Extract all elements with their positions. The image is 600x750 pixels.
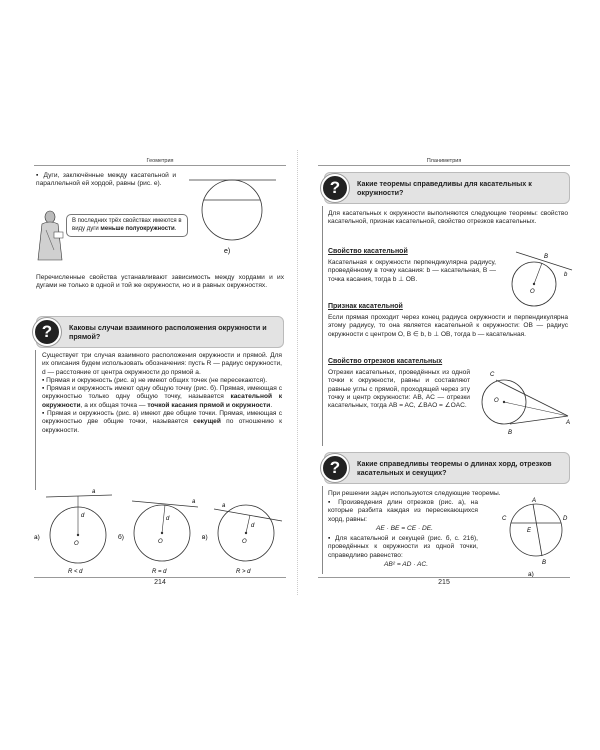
running-head: Геометрия — [34, 158, 286, 166]
svg-text:O: O — [494, 398, 499, 404]
svg-text:B: B — [544, 254, 549, 260]
figure-a-caption: R < d — [68, 569, 83, 575]
case-b: ▪ Прямая и окружность имеют одну общую точку (рис. б). Прямая, имеющая с окружностью только одну общую точку, называется касательной к окружности, а их общая точка — точкой касания прямой и окружности. — [42, 385, 283, 409]
svg-text:d: d — [166, 516, 170, 522]
svg-text:b: b — [564, 272, 568, 278]
bullet-icon: ▪ — [328, 535, 336, 542]
svg-text:a: a — [192, 499, 196, 505]
figure-a-label: а) — [34, 534, 40, 541]
figure-b — [118, 493, 202, 573]
para-enumerated: Перечисленные свойства устанавливают зависимость между хордами и их дугами не только в одной и той же окружности, но и в равных окружностях. — [36, 274, 284, 290]
fig-c-distance — [246, 515, 250, 533]
svg-text:C: C — [502, 516, 507, 522]
figure-c-caption: R > d — [236, 569, 251, 575]
left-page — [34, 158, 286, 586]
question-box-2 — [324, 452, 570, 484]
cases-text — [42, 352, 282, 435]
question-text: Каковы случаи взаимного расположения окружности и прямой? — [69, 323, 267, 341]
heading-tangent-property: Свойство касательной — [328, 248, 408, 255]
svg-text:C: C — [490, 372, 495, 378]
section-rule — [322, 486, 323, 574]
svg-text:E: E — [527, 528, 532, 534]
secant-text: ▪ Для касательной и секущей (рис. б, с. 216), проведённых к окружности из одной точки, справедливо равенство: — [328, 535, 479, 559]
figure-chords — [502, 496, 572, 576]
question-icon: ? — [321, 174, 349, 202]
question-text: Какие теоремы справедливы для касательных к окружности? — [357, 179, 532, 197]
heading-tangent-criterion: Признак касательной — [328, 303, 403, 310]
svg-text:a: a — [92, 489, 96, 495]
section-rule — [322, 206, 323, 446]
tangent-intro: Для касательных к окружности выполняются следующие теоремы: свойство касательной, признак касательной, свойство отрезков касательных. — [328, 210, 568, 226]
chords-text: ▪ Произведения длин отрезков (рис. а), на которые разбита каждая из пересекающихся хорд, равны: — [328, 499, 478, 523]
running-head: Планиметрия — [318, 158, 570, 166]
bullet-icon: ▪ — [42, 410, 48, 418]
svg-text:O: O — [74, 541, 79, 547]
figure-tangent — [506, 252, 572, 308]
svg-text:d: d — [251, 523, 255, 529]
heading-tangent-segments: Свойство отрезков касательных — [328, 358, 443, 365]
scholar-illustration — [36, 210, 66, 262]
figure-e — [184, 176, 284, 255]
bullet-icon: ▪ — [36, 172, 44, 179]
bullet-icon: ▪ — [42, 376, 47, 384]
figure-c-label: в) — [202, 534, 208, 541]
bullet-icon: ▪ — [42, 385, 47, 393]
tangent-criterion-text: Если прямая проходит через конец радиуса окружности и перпендикулярна этому радиусу, то она является касательной к окружности: OB — радиус окружности с центром O, B ∈ b, b ⊥ OB, тогда b — касательная. — [328, 314, 568, 338]
page-gutter — [297, 150, 299, 595]
question-icon: ? — [33, 318, 61, 346]
svg-text:D: D — [563, 516, 568, 522]
svg-text:d: d — [81, 513, 85, 519]
figure-b-caption: R = d — [152, 569, 167, 575]
case-c: ▪ Прямая и окружность (рис. в) имеют две общие точки. Прямая, имеющая с окружностью две общие точки, называется секущей по отношению к окружности. — [42, 410, 282, 434]
bullet-arcs: ▪ Дуги, заключённые между касательной и параллельной ей хордой, равны (рис. е). — [36, 172, 176, 188]
note-box: В последних трёх свойствах имеются в виду дуги меньше полуокружности. — [66, 214, 188, 237]
section-rule — [35, 350, 36, 490]
svg-text:A: A — [532, 498, 537, 504]
bullet-icon: ▪ — [328, 499, 339, 506]
question-text: Какие справедливы теоремы о длинах хорд, отрезков касательных и секущих? — [357, 459, 552, 477]
figure-c — [202, 493, 286, 573]
fig-a-line — [46, 495, 112, 497]
intro-paragraph: Существует три случая взаимного расположения окружности и прямой. Для их описания будем использовать обозначения: пусть R — радиус окружности, d — расстояние от центра окружности до прямой a. — [42, 352, 282, 376]
page-number: 215 — [318, 577, 570, 586]
figure-a — [34, 489, 118, 575]
tangent-property-text: Касательная к окружности перпендикулярна радиусу, проведённому в точку касания: b — касательная, B — точка касания, тогда b ⊥ OB. — [328, 259, 496, 283]
svg-text:O: O — [242, 539, 247, 545]
question-box-1 — [324, 172, 570, 204]
fig-e-circle — [202, 180, 262, 240]
figure-b-label: б) — [118, 534, 124, 541]
page-number: 214 — [34, 577, 286, 586]
secant-formula: AB² = AD · AC. — [384, 561, 429, 568]
solving-text: При решении задач используются следующие теоремы. — [328, 490, 501, 497]
figure-a-label: а) — [528, 571, 534, 578]
question-icon: ? — [321, 454, 349, 482]
tangent-segments-text: Отрезки касательных, проведённых из одной точки к окружности, равны и составляют равные углы с прямой, проходящей через эту точку и центр окружности: AB, AC — отрезки касательных, тогда AB = AC, ∠BAO = ∠OAC. — [328, 369, 470, 410]
svg-text:a: a — [222, 503, 226, 509]
svg-text:O: O — [158, 539, 163, 545]
figure-tangent-segments — [478, 366, 572, 436]
svg-text:B: B — [542, 560, 547, 566]
svg-text:A: A — [566, 420, 571, 426]
svg-text:B: B — [508, 430, 513, 436]
chords-formula: AE · BE = CE · DE. — [376, 525, 433, 532]
question-box — [36, 316, 284, 348]
svg-text:O: O — [530, 289, 535, 295]
fig-b-distance — [162, 505, 165, 533]
right-page — [318, 158, 570, 586]
case-a: ▪ Прямая и окружность (рис. а) не имеют общих точек (не пересекаются). — [42, 376, 268, 384]
fig-e-label: е) — [224, 248, 231, 255]
